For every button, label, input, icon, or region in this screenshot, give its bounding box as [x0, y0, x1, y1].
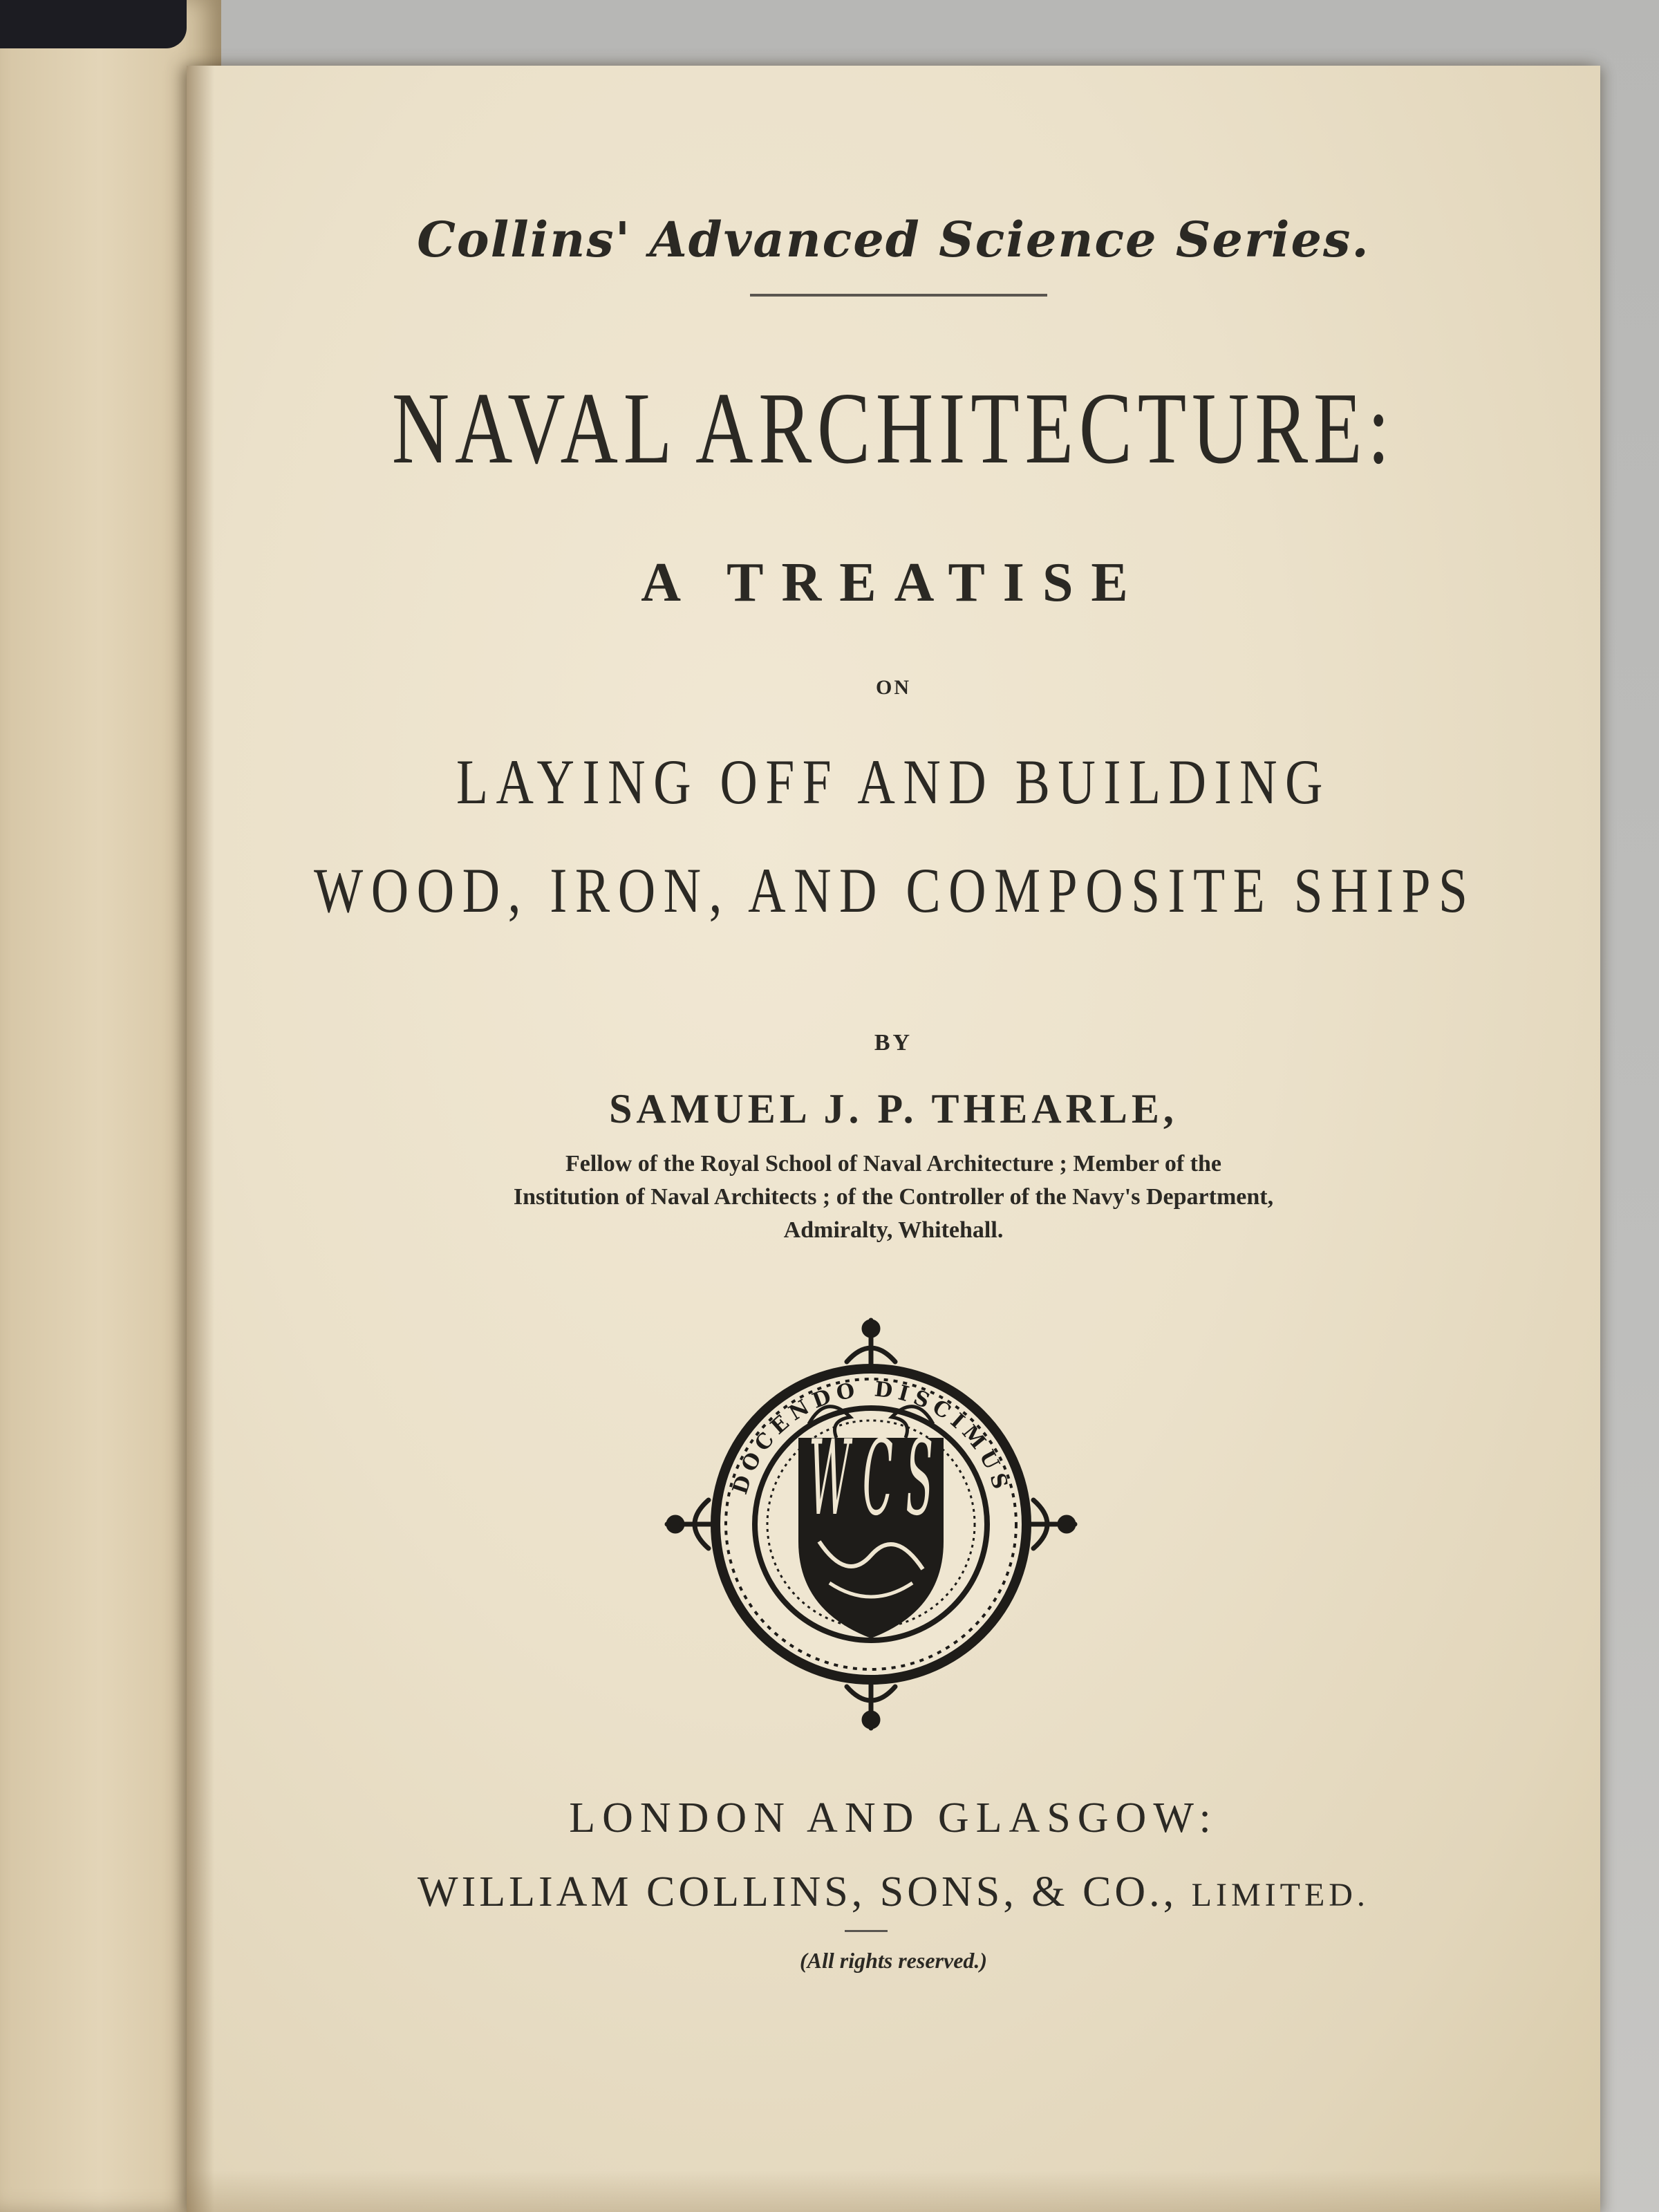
by-label: BY: [874, 1030, 913, 1056]
series-heading: Collins' Advanced Science Series.: [417, 211, 1370, 268]
emblem-motto: DOCENDO DISCIMUS: [728, 1377, 1014, 1498]
author-name: SAMUEL J. P. THEARLE,: [609, 1086, 1178, 1132]
subtitle: A TREATISE: [641, 552, 1146, 613]
subject-line-2: WOOD, IRON, AND COMPOSITE SHIPS: [314, 855, 1476, 926]
page-bottom-shade: [187, 2171, 1600, 2212]
series-rule: [750, 294, 1047, 297]
book-spine: [0, 0, 187, 48]
credential-line: Admiralty, Whitehall.: [783, 1217, 1004, 1243]
publisher-emblem-icon: [660, 1313, 1082, 1735]
rights-notice: (All rights reserved.): [799, 1948, 988, 1973]
author-credentials: [187, 1147, 1600, 1247]
imprint-rule: [845, 1930, 888, 1932]
imprint-publisher: [187, 1868, 1600, 1917]
credential-line: Fellow of the Royal School of Naval Architecture ; Member of the: [565, 1151, 1221, 1177]
publisher-name: WILLIAM COLLINS, SONS, & CO.,: [418, 1868, 1178, 1915]
subtitle-connector: ON: [876, 676, 911, 699]
imprint-place: LONDON AND GLASGOW:: [569, 1794, 1218, 1841]
publisher-suffix: LIMITED.: [1191, 1877, 1369, 1913]
emblem-monogram: W C S: [809, 1418, 933, 1539]
subject-line-1: LAYING OFF AND BUILDING: [456, 747, 1331, 817]
main-title: NAVAL ARCHITECTURE:: [391, 372, 1396, 485]
credential-line: Institution of Naval Architects ; of the Controller of the Navy's Department,: [513, 1184, 1274, 1210]
